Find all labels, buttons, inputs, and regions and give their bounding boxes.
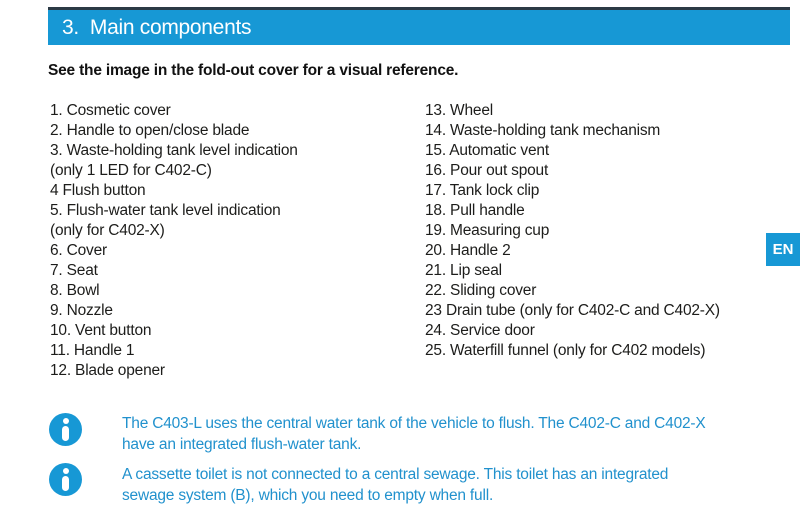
list-item: 9. Nozzle	[50, 302, 113, 319]
info-note	[122, 464, 762, 506]
list-item-continuation: (only for C402-X)	[50, 222, 165, 239]
list-item: 2. Handle to open/close blade	[50, 122, 250, 139]
intro-text: See the image in the fold-out cover for a visual reference.	[48, 62, 459, 79]
section-number: 3.	[62, 15, 79, 39]
language-tab: EN	[766, 233, 800, 266]
info-icon-stem	[62, 476, 69, 491]
info-icon	[49, 463, 82, 496]
list-item: 24. Service door	[425, 322, 535, 339]
list-item: 21. Lip seal	[425, 262, 502, 279]
list-item: 13. Wheel	[425, 102, 493, 119]
info-note	[122, 413, 762, 455]
section-title: Main components	[89, 15, 252, 39]
info-icon-dot	[63, 418, 69, 424]
list-item: 20. Handle 2	[425, 242, 511, 259]
note-line: have an integrated flush-water tank.	[122, 436, 362, 453]
list-item: 3. Waste-holding tank level indication	[50, 142, 298, 159]
list-item: 23 Drain tube (only for C402-C and C402-X)	[425, 302, 720, 319]
list-item: 15. Automatic vent	[425, 142, 549, 159]
components-list-right-column	[425, 101, 797, 361]
list-item: 5. Flush-water tank level indication	[50, 202, 281, 219]
list-item: 10. Vent button	[50, 322, 152, 339]
list-item-continuation: (only 1 LED for C402-C)	[50, 162, 212, 179]
note-line: The C403-L uses the central water tank of the vehicle to flush. The C402-C and C402-X	[122, 415, 706, 432]
info-icon	[49, 413, 82, 446]
list-item: 17. Tank lock clip	[425, 182, 540, 199]
list-item: 7. Seat	[50, 262, 98, 279]
list-item: 22. Sliding cover	[425, 282, 537, 299]
list-item: 19. Measuring cup	[425, 222, 550, 239]
list-item: 25. Waterfill funnel (only for C402 models)	[425, 342, 706, 359]
section-header-bar	[48, 7, 790, 45]
note-line: sewage system (B), which you need to empty when full.	[122, 487, 494, 504]
list-item: 18. Pull handle	[425, 202, 525, 219]
list-item: 16. Pour out spout	[425, 162, 549, 179]
info-icon-stem	[62, 426, 69, 441]
list-item: 4 Flush button	[50, 182, 146, 199]
list-item: 11. Handle 1	[50, 342, 135, 359]
list-item: 6. Cover	[50, 242, 107, 259]
info-icon-dot	[63, 468, 69, 474]
list-item: 8. Bowl	[50, 282, 100, 299]
list-item: 1. Cosmetic cover	[50, 102, 171, 119]
components-list-left-column	[50, 101, 422, 381]
list-item: 12. Blade opener	[50, 362, 165, 379]
list-item: 14. Waste-holding tank mechanism	[425, 122, 661, 139]
note-line: A cassette toilet is not connected to a central sewage. This toilet has an integrated	[122, 466, 669, 483]
